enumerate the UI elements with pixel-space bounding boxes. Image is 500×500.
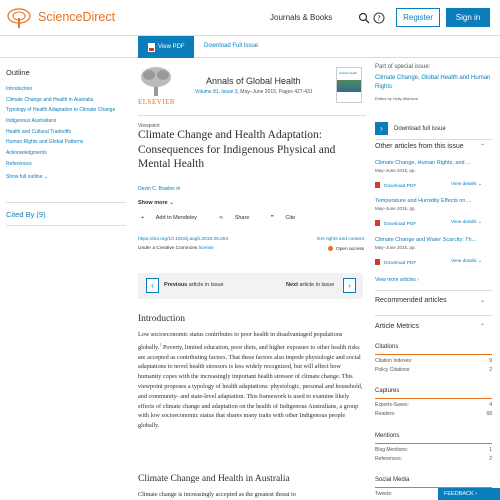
- outline-title: Outline: [6, 68, 30, 77]
- chevron-down-icon: ⌄: [477, 259, 482, 264]
- license-text: [138, 246, 214, 251]
- special-issue-link[interactable]: Climate Change, Global Health and Human Rights: [375, 75, 491, 90]
- download-full-issue-label: Download full issue: [394, 125, 446, 132]
- part-of-special-issue-label: Part of special issue:: [375, 64, 431, 70]
- next-rest: article in issue: [297, 282, 335, 288]
- metric-row: [375, 367, 492, 376]
- outline-item-climate-change-health-australia[interactable]: Climate Change and Health in Australia: [6, 96, 94, 103]
- related-article-date: May–June 2015, pp.: [375, 245, 416, 250]
- journal-header: [138, 64, 366, 116]
- download-full-issue-link[interactable]: Download Full Issue: [204, 43, 259, 49]
- metrics-citations: [375, 344, 492, 375]
- pdf-icon: [375, 220, 380, 226]
- author-link[interactable]: Devin C. Bowles: [138, 186, 175, 192]
- metric-label: Exports-Saves:: [375, 402, 409, 408]
- journal-meta: [195, 89, 313, 95]
- metrics-section-title: Citations: [375, 344, 399, 350]
- chevron-down-icon: ⌄: [477, 182, 482, 187]
- view-details-link[interactable]: [451, 259, 482, 264]
- related-download-pdf-link[interactable]: [375, 182, 416, 189]
- doi-link[interactable]: https://doi.org/10.1016/j.aogh.2015.06.004: [138, 237, 229, 242]
- outline-item-health-cultural-tradeoffs[interactable]: Health and Cultural Tradeoffs: [6, 128, 71, 135]
- metrics-divider: [375, 443, 492, 444]
- journal-date-pages: , May–June 2015, Pages 427-431: [237, 89, 313, 95]
- volume-issue-link[interactable]: Volume 81, Issue 3: [195, 89, 238, 95]
- cite-button[interactable]: [271, 215, 305, 221]
- author-list: [138, 186, 180, 192]
- quote-icon: ❞: [270, 215, 276, 221]
- recommended-articles-title: Recommended articles: [375, 297, 447, 304]
- outline-item-human-rights[interactable]: Human Rights and Global Patterns: [6, 139, 84, 146]
- pdf-icon: [375, 182, 380, 188]
- metric-label: Blog Mentions:: [375, 447, 409, 453]
- arrow-right-icon: ›: [375, 122, 388, 135]
- article-metrics-title: Article Metrics: [375, 323, 419, 330]
- previous-article-link[interactable]: [164, 282, 224, 288]
- pdf-icon: [375, 259, 380, 265]
- chevron-down-icon: ⌄: [43, 173, 49, 180]
- view-details-label: View details: [451, 259, 477, 264]
- metrics-section-title: Social Media: [375, 477, 410, 483]
- open-access-badge: Open access: [328, 246, 364, 252]
- add-to-mendeley-button[interactable]: [141, 215, 207, 221]
- chevron-up-icon: ⌃: [480, 144, 486, 150]
- previous-rest: article in issue: [187, 282, 224, 288]
- article-navigation: [138, 273, 363, 299]
- show-more-button[interactable]: [138, 200, 174, 206]
- metric-value: 2: [489, 366, 492, 373]
- divider: [375, 139, 492, 140]
- next-article-link[interactable]: [286, 282, 334, 288]
- related-article-title[interactable]: Climate Change and Water Scarcity: Th...: [375, 237, 477, 243]
- view-details-label: View details: [451, 182, 477, 187]
- rights-link[interactable]: Get rights and content: [316, 237, 364, 242]
- brand-name[interactable]: ScienceDirect: [38, 10, 116, 24]
- view-details-link[interactable]: [451, 182, 482, 187]
- license-link[interactable]: license: [198, 246, 214, 251]
- related-article-title[interactable]: Climate Change, Human Rights, and ...: [375, 160, 471, 166]
- intro-text-2: Poverty, limited education, poor diets, and higher exposure to other health risks are accepted as contributing factors. That these factors also impede physiologic and social adaptations to novel health stressors is less widely recognized, but will affect how humanity copes with the increasingly important health stressor of climate change. This viewpoint proposes a typology of health adaptations: physiologic, personal and household, and community- and state-level adaptation. This framework is used to examine likely effects of climate change and adaptation on the health of Indigenous Australians, a group with low socioeconomic status that shares many traits with other Indigenous people globally.: [138, 343, 363, 430]
- publisher-name: ELSEVIER: [138, 98, 176, 106]
- related-article-date: May–June 2015, pp.: [375, 168, 416, 173]
- recommended-articles-header[interactable]: [375, 297, 492, 304]
- license-prefix: Under a Creative Commons: [138, 246, 199, 251]
- outline-list: [6, 86, 126, 172]
- chevron-down-icon: ⌄: [169, 200, 174, 206]
- view-details-link[interactable]: [451, 220, 482, 225]
- related-download-pdf-link[interactable]: [375, 220, 416, 227]
- view-pdf-button[interactable]: [138, 36, 194, 58]
- svg-text:?: ?: [377, 14, 381, 23]
- plus-icon: +: [141, 215, 146, 221]
- related-download-pdf-link[interactable]: [375, 259, 416, 266]
- metric-row: [375, 358, 492, 367]
- divider: [375, 290, 492, 291]
- journals-books-link[interactable]: Journals & Books: [270, 13, 333, 22]
- article-toolbar: [0, 36, 500, 58]
- add-to-mendeley-label: Add to Mendeley: [155, 215, 198, 221]
- metric-label: Policy Citations:: [375, 366, 411, 373]
- other-articles-title: Other articles from this issue: [375, 143, 464, 150]
- show-full-outline-label: Show full outline: [6, 173, 43, 180]
- metrics-captures: [375, 388, 492, 419]
- feedback-button[interactable]: [438, 488, 500, 500]
- divider: [6, 225, 126, 226]
- show-full-outline-button[interactable]: [6, 174, 126, 180]
- metric-value: 68: [486, 410, 492, 417]
- edited-by: Edited by Holly Atkinson: [375, 96, 418, 101]
- next-bold: Next: [286, 282, 298, 288]
- metric-value: 2: [489, 455, 492, 462]
- share-button[interactable]: [219, 215, 260, 221]
- chevron-down-icon: ⌄: [480, 298, 486, 304]
- other-articles-header[interactable]: [375, 143, 492, 150]
- view-more-label: View more articles: [375, 277, 416, 283]
- sign-in-button[interactable]: Sign in: [446, 8, 490, 27]
- cited-by-link[interactable]: Cited By (9): [6, 210, 46, 219]
- view-details-label: View details: [451, 220, 477, 225]
- chevron-right-icon[interactable]: ›: [343, 278, 356, 293]
- article-title: Climate Change and Health Adaptation: Consequences for Indigenous Physical and Mental Health: [138, 129, 336, 170]
- metric-label: Citation Indexes:: [375, 358, 413, 364]
- journal-cover-image[interactable]: [336, 67, 362, 103]
- download-pdf-label: Download PDF: [384, 184, 417, 189]
- introduction-heading: Introduction: [138, 314, 185, 324]
- related-article-date: May–June 2015, pp.: [375, 206, 416, 211]
- related-article: [375, 237, 492, 266]
- related-article: [375, 160, 492, 189]
- related-article-title[interactable]: Temperature and Humidity Effects on ...: [375, 198, 472, 204]
- reference-link[interactable]: 1: [159, 341, 162, 347]
- metrics-section-title: Mentions: [375, 433, 400, 439]
- chevron-down-icon: ⌄: [477, 220, 482, 225]
- search-icon[interactable]: [358, 12, 370, 24]
- metric-row: [375, 447, 492, 456]
- outline-item-references[interactable]: References: [6, 160, 32, 167]
- metrics-divider: [375, 398, 492, 399]
- article-type: Viewpoint: [138, 123, 160, 129]
- top-bar: [0, 0, 500, 36]
- intro-text-1: Low socioeconomic status contributes to poor health in disadvantaged populations globally.: [138, 331, 343, 351]
- outline-item-indigenous-australians[interactable]: Indigenous Australians: [6, 118, 57, 125]
- metric-label: Tweets:: [375, 491, 393, 497]
- chevron-right-icon: ›: [417, 277, 419, 283]
- metrics-mentions: [375, 433, 492, 464]
- elsevier-tree-icon[interactable]: [140, 66, 172, 96]
- download-full-issue-button[interactable]: [375, 122, 446, 135]
- section2-heading: Climate Change and Health in Australia: [138, 474, 290, 484]
- cite-label: Cite: [285, 215, 296, 221]
- outline-item-introduction[interactable]: Introduction: [6, 86, 33, 92]
- metric-row: [375, 402, 492, 411]
- chevron-left-icon[interactable]: ‹: [146, 278, 159, 293]
- article-actions: [141, 215, 315, 221]
- share-icon: ⋖: [218, 215, 225, 221]
- metric-label: References:: [375, 455, 402, 462]
- view-pdf-label: View PDF: [158, 44, 185, 50]
- introduction-paragraph: [138, 330, 364, 431]
- elsevier-tree-logo[interactable]: [6, 8, 32, 28]
- metric-value: 4: [489, 402, 492, 408]
- metrics-divider: [375, 354, 492, 355]
- register-button[interactable]: Register: [396, 8, 440, 27]
- share-label: Share: [234, 215, 250, 221]
- metric-label: Readers:: [375, 410, 396, 417]
- journal-title[interactable]: Annals of Global Health: [206, 76, 301, 86]
- metric-row: [375, 411, 492, 420]
- divider: [375, 315, 492, 316]
- outline-item-typology[interactable]: Typology of Health Adaptation to Climate Change: [6, 107, 116, 114]
- section2-paragraph: Climate change is increasingly accepted as the greatest threat to: [138, 491, 296, 498]
- show-more-label: Show more: [138, 200, 168, 206]
- help-icon[interactable]: [373, 12, 385, 24]
- outline-panel: [6, 68, 126, 180]
- metric-value: 1: [489, 447, 492, 453]
- metrics-section-title: Captures: [375, 388, 400, 394]
- view-more-articles-link[interactable]: [375, 277, 419, 283]
- chevron-right-icon: ›: [475, 491, 478, 497]
- pdf-icon: [148, 43, 155, 52]
- feedback-label: FEEDBACK: [444, 491, 474, 497]
- author-marks[interactable]: ✉: [174, 186, 181, 192]
- metric-row: [375, 456, 492, 465]
- download-pdf-label: Download PDF: [384, 222, 417, 227]
- divider: [6, 202, 126, 203]
- chevron-up-icon: ⌃: [480, 324, 486, 330]
- doi-row: [138, 237, 366, 242]
- previous-bold: Previous: [164, 282, 188, 288]
- article-metrics-header[interactable]: [375, 323, 492, 330]
- download-pdf-label: Download PDF: [384, 261, 417, 266]
- cover-title: Global Health: [339, 71, 358, 75]
- outline-item-acknowledgments[interactable]: Acknowledgments: [6, 150, 47, 157]
- metric-value: 9: [489, 358, 492, 364]
- related-article: [375, 198, 492, 227]
